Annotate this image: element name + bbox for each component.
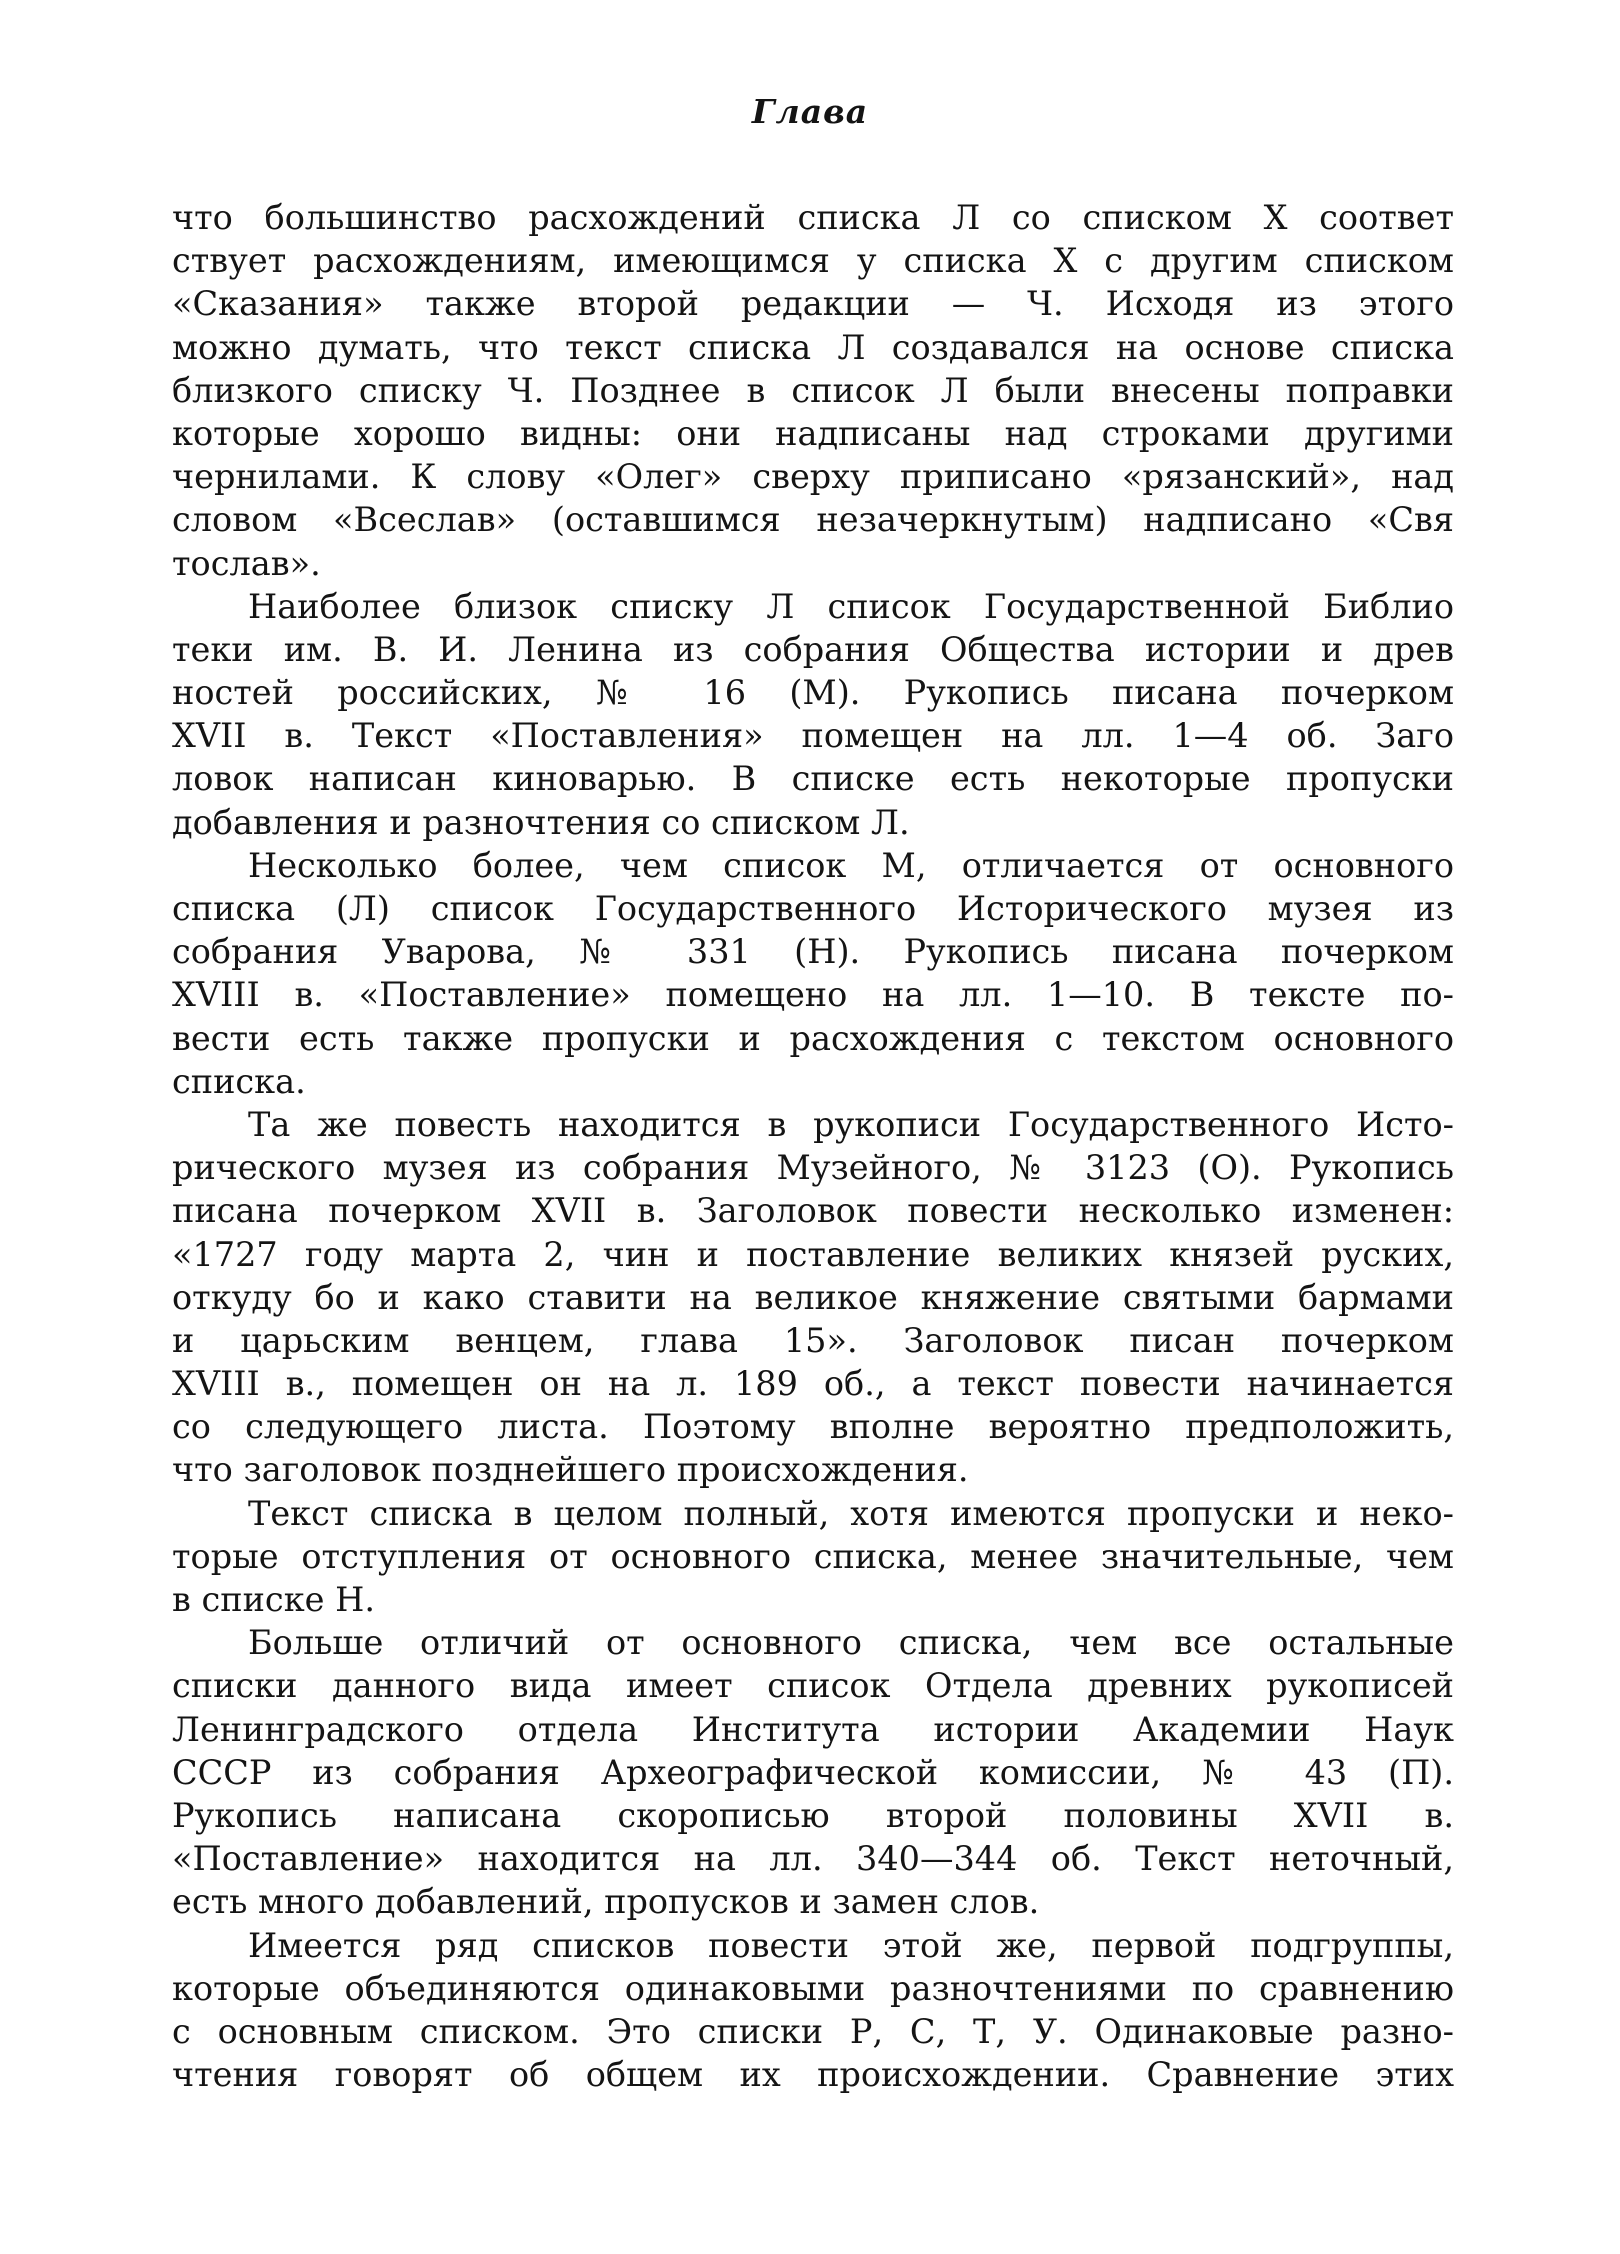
text-line: Несколько более, чем список М, отличается от основного [248,845,1454,885]
text-line: теки им. В. И. Ленина из собрания Общества истории и древ [172,629,1454,669]
text-line: вести есть также пропуски и расхождения с текстом основного [172,1018,1454,1058]
text-line: «Поставление» находится на лл. 340—344 об. Текст неточный, [172,1839,1454,1879]
text-line: что заголовок позднейшего происхождения. [172,1450,969,1490]
text-line: которые хорошо видны: они надписаны над строками другими [172,413,1454,453]
text-line: что большинство расхождений списка Л со списком Х соответ [172,198,1454,237]
text-line: можно думать, что текст списка Л создавался на основе списка [172,327,1454,367]
text-line: торые отступления от основного списка, менее значительные, чем [172,1536,1454,1576]
text-line: и царьским венцем, глава 15». Заголовок писан почерком [172,1320,1454,1360]
running-head: Глава [751,92,869,131]
text-line: Рукопись написана скорописью второй половины XVII в. [172,1795,1454,1835]
text-line: Имеется ряд списков повести этой же, первой подгруппы, [248,1925,1454,1965]
text-line: добавления и разночтения со списком Л. [172,802,910,842]
text-line: рического музея из собрания Музейного, № 3123 (О). Рукопись [172,1148,1454,1188]
body-text [172,196,1454,2096]
text-line: собрания Уварова, № 331 (Н). Рукопись писана почерком [172,932,1454,972]
text-line: тослав». [172,543,321,583]
text-line: Наиболее близок списку Л список Государственной Библио [248,586,1454,626]
text-line: «1727 году марта 2, чин и поставление великих князей руских, [172,1234,1454,1274]
text-line: писана почерком XVII в. Заголовок повести несколько изменен: [172,1191,1454,1231]
text-line: чернилами. К слову «Олег» сверху приписано «рязанский», над [172,457,1454,497]
text-line: СССР из собрания Археографической комиссии, № 43 (П). [172,1752,1454,1792]
text-line: со следующего листа. Поэтому вполне вероятно предположить, [172,1407,1454,1447]
text-line: XVIII в. «Поставление» помещено на лл. 1—10. В тексте по- [172,975,1454,1015]
text-line: XVIII в., помещен он на л. 189 об., а текст повести начинается [172,1364,1454,1404]
text-line: Больше отличий от основного списка, чем все остальные [248,1623,1454,1663]
text-line: списка. [172,1061,306,1101]
text-line: которые объединяются одинаковыми разночтениями по сравнению [172,1968,1454,2008]
text-line: в списке Н. [172,1580,375,1619]
text-line: Та же повесть находится в рукописи Государственного Исто- [248,1104,1454,1144]
text-line: словом «Всеслав» (оставшимся незачеркнутым) надписано «Свя [172,500,1454,540]
text-line: XVII в. Текст «Поставления» помещен на лл. 1—4 об. Заго [172,716,1454,756]
text-line: списки данного вида имеет список Отдела древних рукописей [172,1666,1454,1706]
text-line: «Сказания» также второй редакции — Ч. Исходя из этого [172,284,1454,324]
text-line: ностей российских, № 16 (М). Рукопись писана почерком [172,673,1454,713]
text-line: Ленинградского отдела Института истории Академии Наук [172,1709,1454,1749]
text-line: чтения говорят об общем их происхождении. Сравнение этих [172,2055,1454,2095]
text-line: списка (Л) список Государственного Исторического музея из [172,889,1454,928]
text-line: ствует расхождениям, имеющимся у списка Х с другим списком [172,241,1454,281]
text-line: с основным списком. Это списки Р, С, Т, У. Одинаковые разно- [172,2011,1454,2051]
text-line: откуду бо и како ставити на великое княжение святыми бармами [172,1277,1454,1317]
text-line: ловок написан киноварью. В списке есть некоторые пропуски [172,759,1454,799]
text-line: близкого списку Ч. Позднее в список Л были внесены поправки [172,370,1454,410]
text-line: Текст списка в целом полный, хотя имеются пропуски и неко- [248,1493,1454,1533]
text-line: есть много добавлений, пропусков и замен слов. [172,1882,1040,1922]
